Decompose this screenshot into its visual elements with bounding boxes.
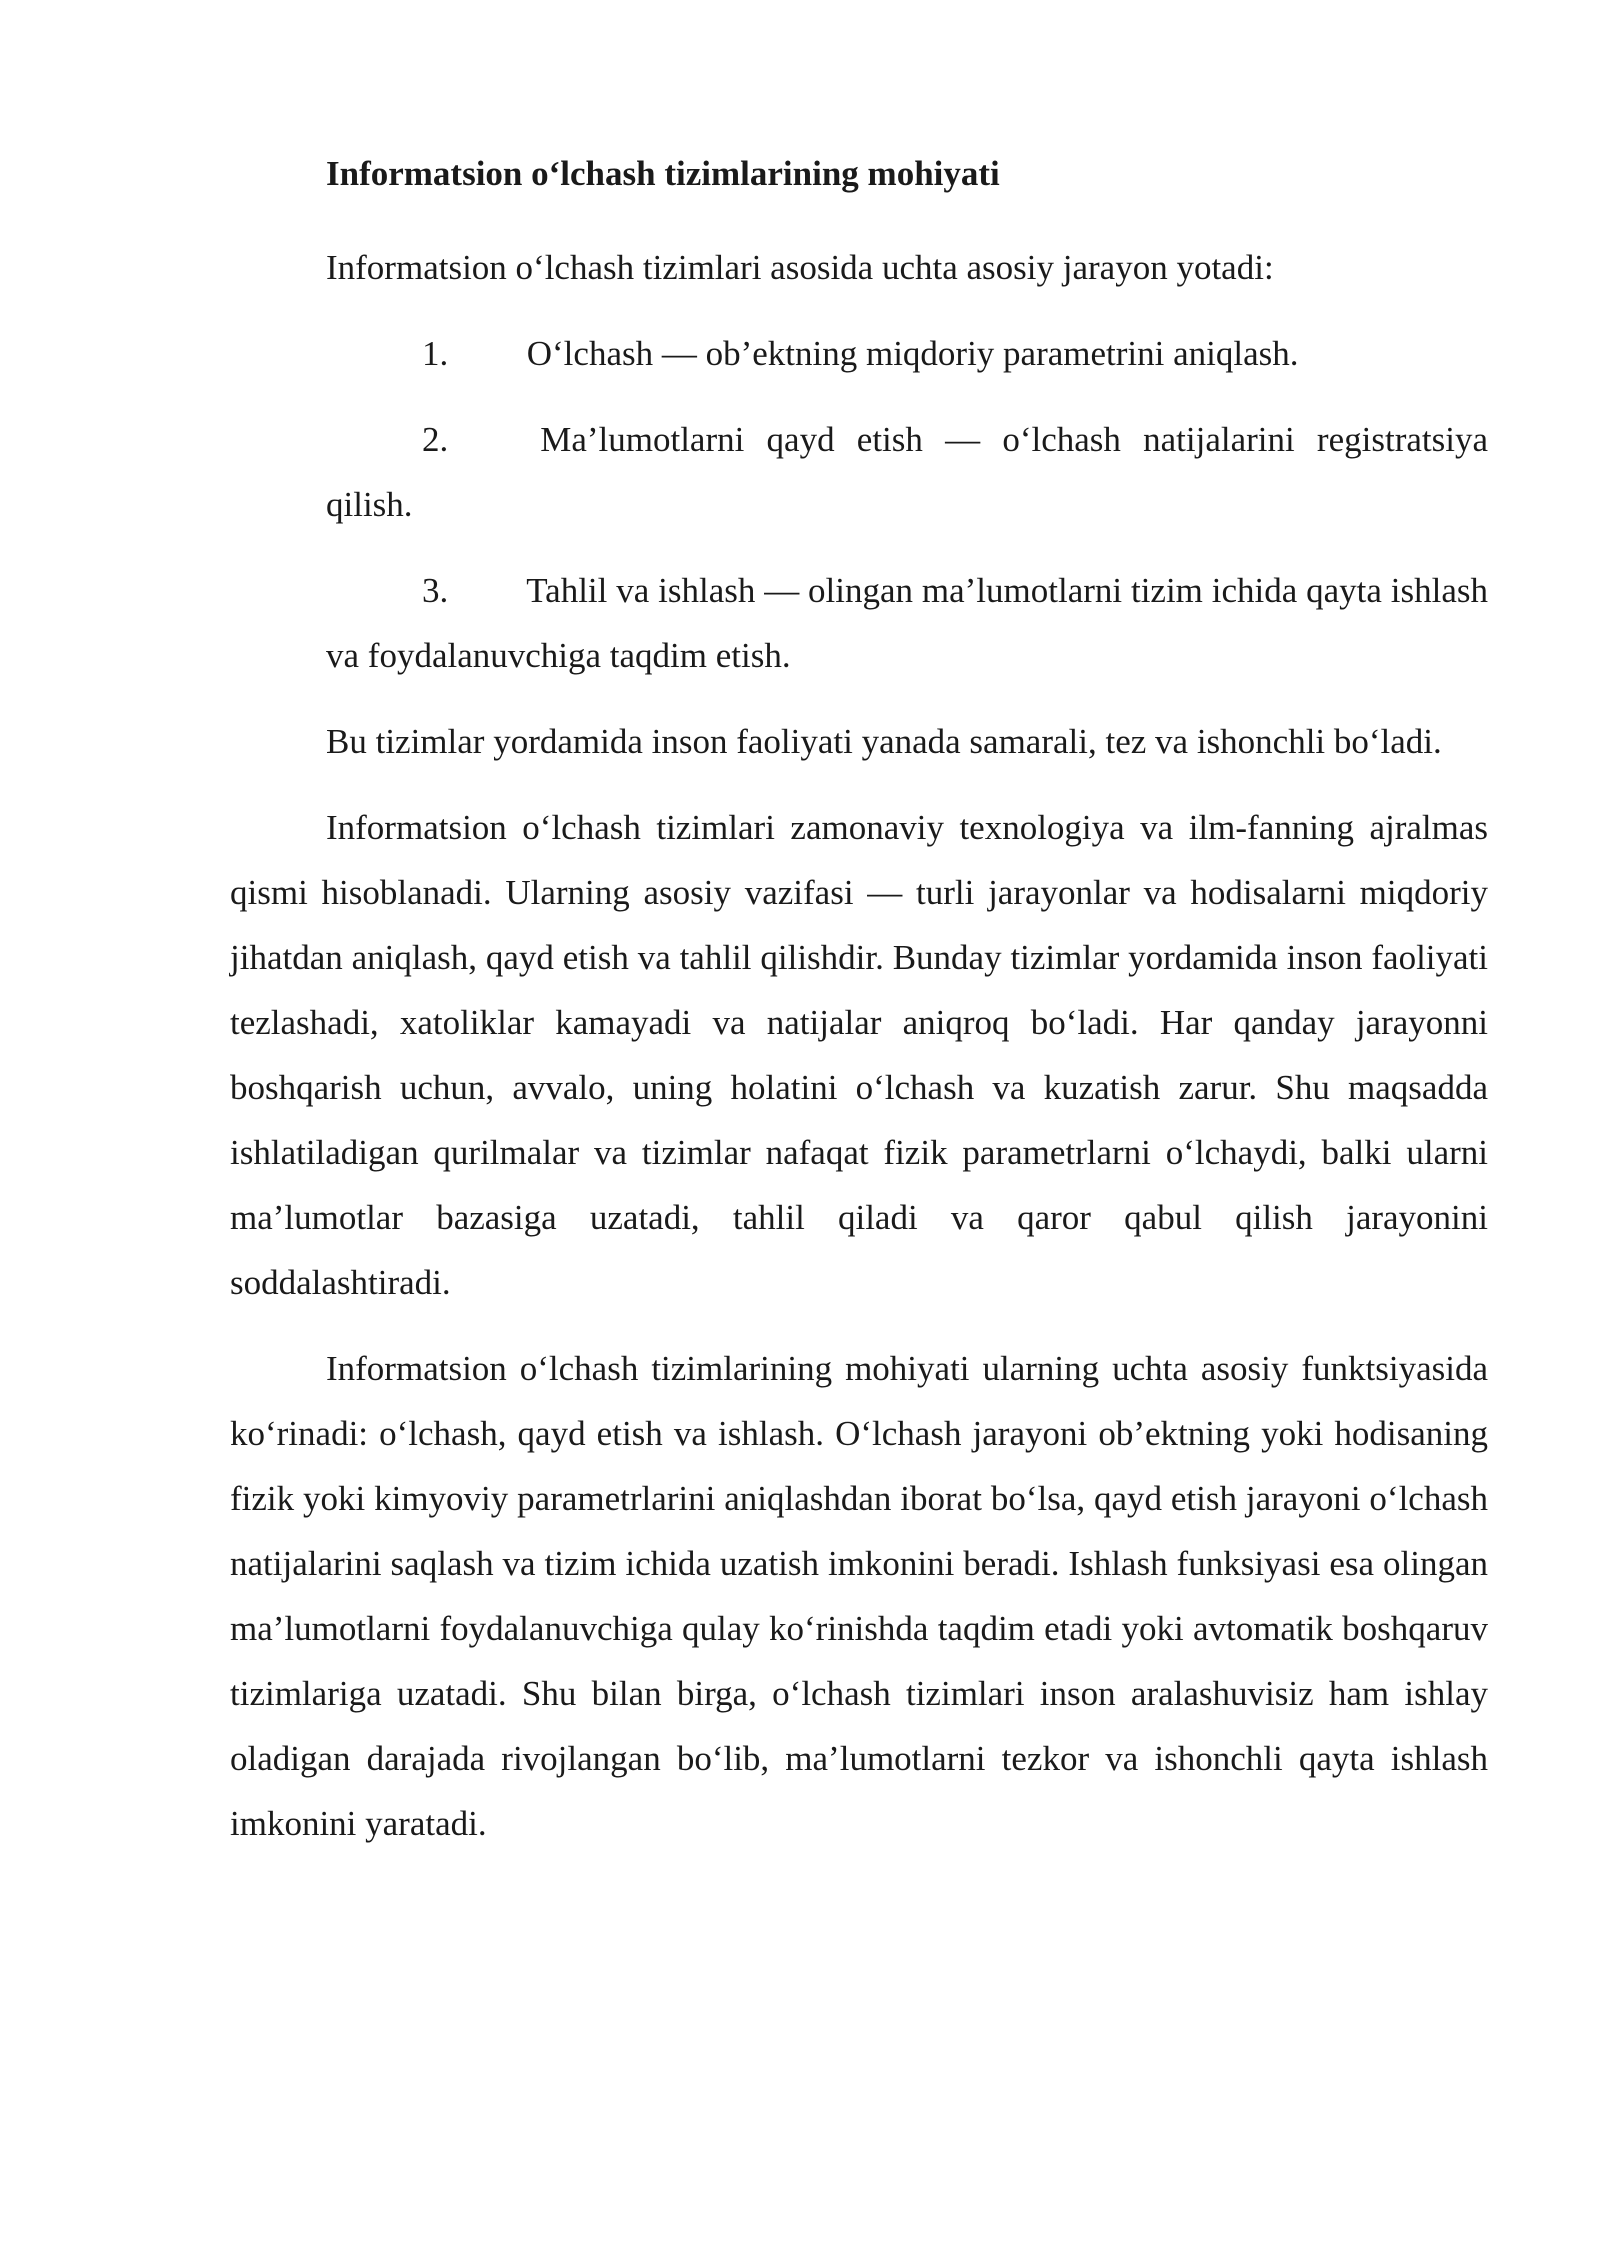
body-paragraph-3: Informatsion o‘lchash tizimlarining mohiyati ularning uchta asosiy funktsiyasida ko‘rinadi: o‘lchash, qayd etish va ishlash. O‘lchash jarayoni ob’ektning yoki hodisaning fizik yoki kimyoviy parametrlarini aniqlashdan iborat bo‘lsa, qayd etish jarayoni o‘lchash natijalarini saqlash va tizim ichida uzatish imkonini beradi. Ishlash funksiyasi esa olingan ma’lumotlarni foydalanuvchiga qulay ko‘rinishda taqdim etadi yoki avtomatik boshqaruv tizimlariga uzatadi. Shu bilan birga, o‘lchash tizimlari inson aralashuvisiz ham ishlay oladigan darajada rivojlangan bo‘lib, ma’lumotlarni tezkor va ishonchli qayta ishlash imkonini yaratadi. <box>230 1349 1488 1843</box>
body-paragraph-2: Informatsion o‘lchash tizimlari zamonaviy texnologiya va ilm-fanning ajralmas qismi hisoblanadi. Ularning asosiy vazifasi — turli jarayonlar va hodisalarni miqdoriy jihatdan aniqlash, qayd etish va tahlil qilishdir. Bunday tizimlar yordamida inson faoliyati tezlashadi, xatoliklar kamayadi va natijalar aniqroq bo‘ladi. Har qanday jarayonni boshqarish uchun, avvalo, uning holatini o‘lchash va kuzatish zarur. Shu maqsadda ishlatiladigan qurilmalar va tizimlar nafaqat fizik parametrlarni o‘lchaydi, balki ularni ma’lumotlar bazasiga uzatadi, tahlil qiladi va qaror qabul qilish jarayonini soddalashtiradi. <box>230 808 1488 1302</box>
list-item <box>326 321 1488 386</box>
list-item-text: O‘lchash — ob’ektning miqdoriy parametrini aniqlash. <box>526 334 1299 373</box>
list-item-text: Tahlil va ishlash — olingan ma’lumotlarni tizim ichida qayta ishlash va foydalanuvchiga taqdim etish. <box>326 571 1489 675</box>
list-item-number: 2. <box>422 420 449 459</box>
list-item <box>326 407 1488 537</box>
list-item-number: 1. <box>422 334 449 373</box>
document-heading: Informatsion o‘lchash tizimlarining mohiyati <box>326 154 1000 193</box>
list-item-text: Ma’lumotlarni qayd etish — o‘lchash natijalarini registratsiya qilish. <box>326 420 1488 524</box>
list-item-number: 3. <box>422 571 449 610</box>
list-item <box>326 558 1488 688</box>
process-list <box>326 321 1488 688</box>
intro-paragraph: Informatsion o‘lchash tizimlari asosida uchta asosiy jarayon yotadi: <box>326 248 1274 287</box>
body-paragraph-1: Bu tizimlar yordamida inson faoliyati yanada samarali, tez va ishonchli bo‘ladi. <box>326 722 1442 761</box>
document-body <box>230 148 1488 1856</box>
